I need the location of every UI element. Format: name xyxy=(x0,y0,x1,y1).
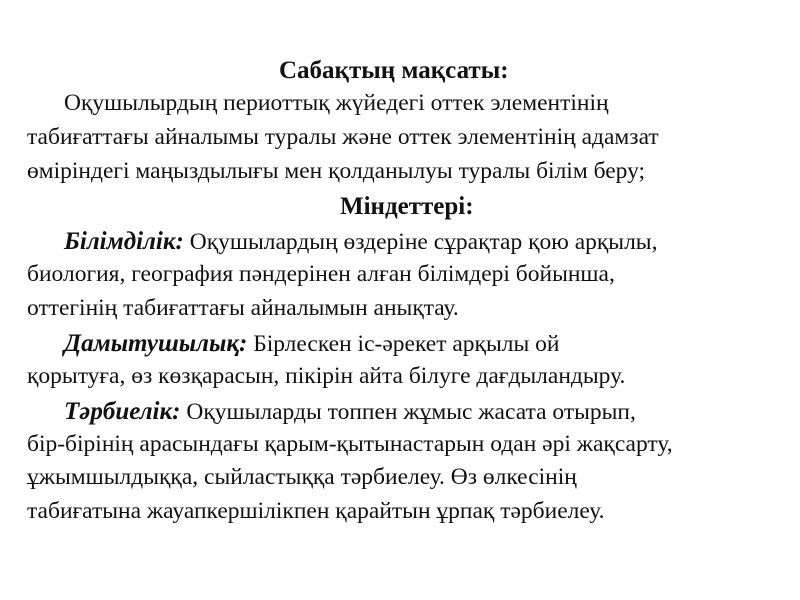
educational-line-2: биология, география пәндерінен алған білімдері бойынша, xyxy=(27,261,615,287)
upbringing-line-3: ұжымшылдыққа, сыйластыққа тәрбиелеу. Өз өлкесінің xyxy=(27,464,577,490)
aim-heading: Сабақтың мақсаты: xyxy=(279,57,509,84)
developmental-text: Бірлескен іс-әрекет арқылы ой xyxy=(253,331,560,357)
developmental-label: Дамытушылық: xyxy=(64,330,248,357)
developmental-paragraph xyxy=(64,331,559,357)
upbringing-line-2: бір-бірінің арасындағы қарым-қытынастарын одан әрі жақсарту, xyxy=(27,431,673,457)
upbringing-text: Оқушыларды топпен жұмыс жасата отырып, xyxy=(186,399,636,425)
developmental-line-2: қорытуға, өз көзқарасын, пікірін айта білуге дағдыландыру. xyxy=(27,363,626,389)
aim-line-1: Оқушылырдың периоттық жүйедегі оттек элементінің xyxy=(64,90,609,116)
upbringing-paragraph xyxy=(64,399,636,425)
educational-text: Оқушылардың өздеріне сұрақтар қою арқылы, xyxy=(189,229,658,255)
aim-line-2: табиғаттағы айналымы туралы және оттек элементінің адамзат xyxy=(27,124,659,150)
educational-label: Білімділік: xyxy=(64,228,184,255)
aim-line-3: өміріндегі маңыздылығы мен қолданылуы туралы білім беру; xyxy=(27,158,646,184)
educational-paragraph xyxy=(64,229,657,255)
educational-line-3: оттегінің табиғаттағы айналымын анықтау. xyxy=(27,295,459,321)
upbringing-label: Тәрбиелік: xyxy=(64,398,181,425)
upbringing-line-4: табиғатына жауапкершілікпен қарайтын ұрпақ тәрбиелеу. xyxy=(27,498,605,524)
tasks-heading: Міндеттері: xyxy=(340,193,474,220)
